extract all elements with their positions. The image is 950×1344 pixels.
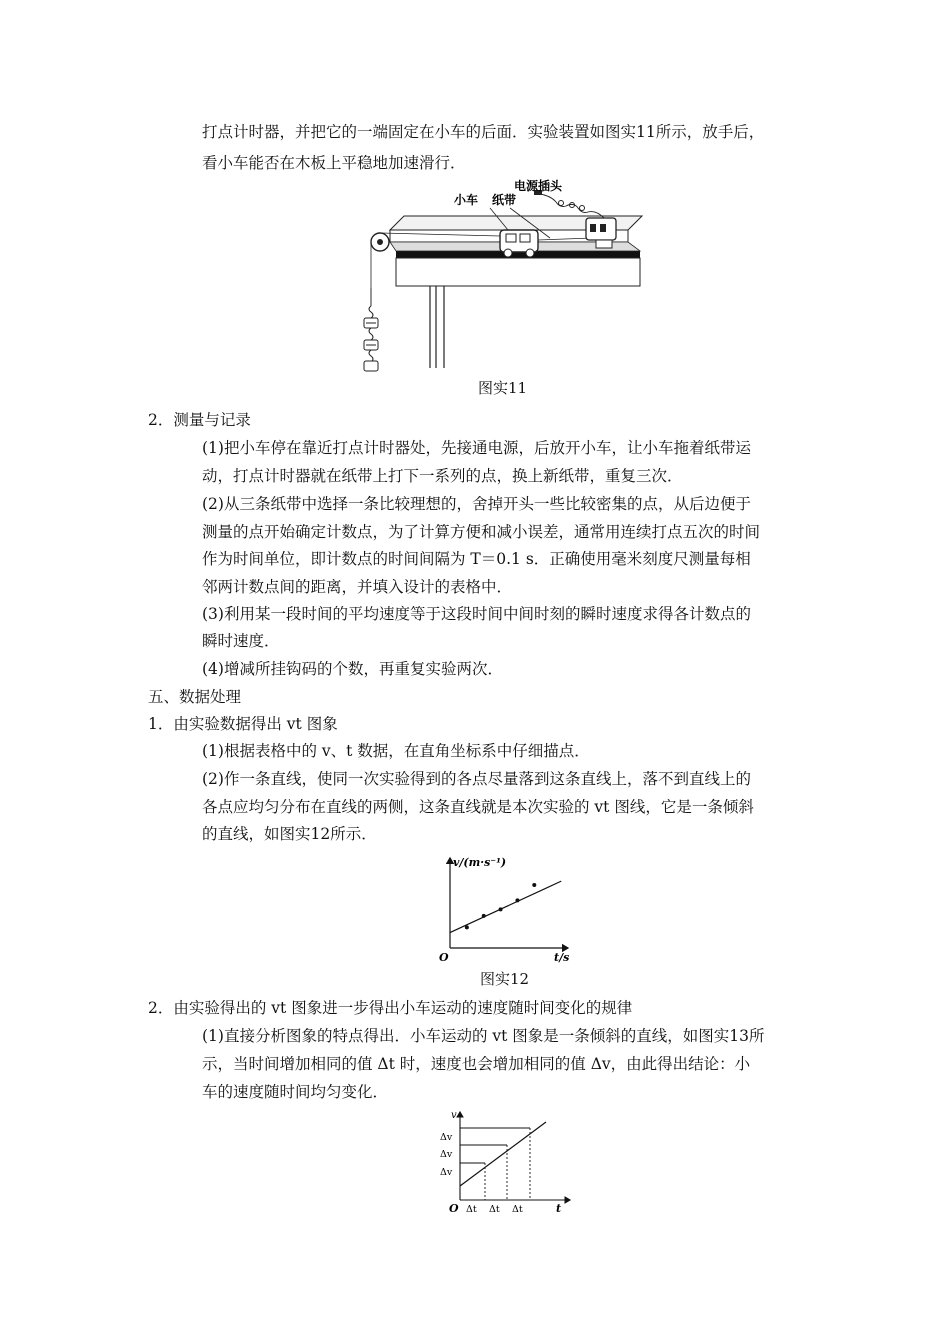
dt-label-2: Δt <box>489 1204 500 1215</box>
s5-p1: (1)根据表格中的 v、t 数据，在直角坐标系中仔细描点． <box>202 742 590 760</box>
s5-sub1: 1．由实验数据得出 vt 图象 <box>148 715 338 733</box>
data-point <box>465 925 469 929</box>
s2-p2-line2: 测量的点开始确定计数点，为了计算方便和减小误差，通常用连续打点五次的时间 <box>202 523 761 541</box>
s2-p2-line1: (2)从三条纸带中选择一条比较理想的，舍掉开头一些比较密集的点，从后边便于 <box>202 495 751 513</box>
vt-line <box>460 1122 546 1186</box>
data-point <box>515 898 519 902</box>
s5-p2-line2: 各点应均匀分布在直线的两侧，这条直线就是本次实验的 vt 图线，它是一条倾斜 <box>202 798 754 816</box>
dv-label-2: Δv <box>440 1149 453 1160</box>
y-axis-label: v/(m·s⁻¹) <box>453 856 507 869</box>
label-power-plug: 电源插头 <box>514 179 563 193</box>
data-point <box>532 883 536 887</box>
s5b-p1-line1: (1)直接分析图象的特点得出．小车运动的 vt 图象是一条倾斜的直线，如图实13所 <box>202 1027 765 1045</box>
dv-label-1: Δv <box>440 1132 453 1143</box>
intro-line-1: 打点计时器，并把它的一端固定在小车的后面．实验装置如图实11所示，放手后， <box>202 123 765 141</box>
x-axis-label: t <box>556 1202 562 1215</box>
y-axis-label: v <box>451 1110 457 1121</box>
section-5-heading: 五、数据处理 <box>148 688 242 706</box>
s2-p2-line3: 作为时间单位，即计数点的时间间隔为 T＝0.1 s．正确使用毫米刻度尺测量每相 <box>202 550 751 568</box>
data-point <box>499 907 503 911</box>
s5-sub2: 2．由实验得出的 vt 图象进一步得出小车运动的速度随时间变化的规律 <box>148 999 633 1017</box>
section-2-heading: 2．测量与记录 <box>148 411 251 429</box>
dt-label-1: Δt <box>466 1204 477 1215</box>
figure-11-apparatus <box>360 178 650 373</box>
s2-p4-line1: (4)增减所挂钩码的个数，再重复实验两次． <box>202 660 503 678</box>
figure-11-caption: 图实11 <box>478 379 528 397</box>
x-axis-label: t/s <box>554 951 570 964</box>
s2-p1-line1: (1)把小车停在靠近打点计时器处，先接通电源，后放开小车，让小车拖着纸带运 <box>202 439 751 457</box>
figure-12-chart <box>436 852 576 964</box>
s5-p2-line3: 的直线，如图实12所示． <box>202 825 377 843</box>
data-point <box>482 914 486 918</box>
origin-label: O <box>439 951 449 964</box>
dv-label-3: Δv <box>440 1167 453 1178</box>
s2-p3-line1: (3)利用某一段时间的平均速度等于这段时间中间时刻的瞬时速度求得各计数点的 <box>202 605 751 623</box>
figure-13-chart <box>440 1108 580 1218</box>
figure-12-caption: 图实12 <box>480 970 530 988</box>
s2-p2-line4: 邻两计数点间的距离，并填入设计的表格中． <box>202 578 513 596</box>
origin-label: O <box>449 1202 459 1215</box>
label-car: 小车 <box>454 193 479 207</box>
fit-line <box>450 881 561 932</box>
dt-label-3: Δt <box>512 1204 523 1215</box>
s5-p2-line1: (2)作一条直线，使同一次实验得到的各点尽量落到这条直线上，落不到直线上的 <box>202 770 751 788</box>
s5b-p1-line2: 示，当时间增加相同的值 Δt 时，速度也会增加相同的值 Δv，由此得出结论：小 <box>202 1055 751 1073</box>
intro-line-2: 看小车能否在木板上平稳地加速滑行． <box>202 154 466 172</box>
label-tape: 纸带 <box>492 193 517 207</box>
s2-p3-line2: 瞬时速度． <box>202 632 280 650</box>
s2-p1-line2: 动，打点计时器就在纸带上打下一系列的点，换上新纸带，重复三次． <box>202 467 683 485</box>
s5b-p1-line3: 车的速度随时间均匀变化． <box>202 1083 389 1101</box>
